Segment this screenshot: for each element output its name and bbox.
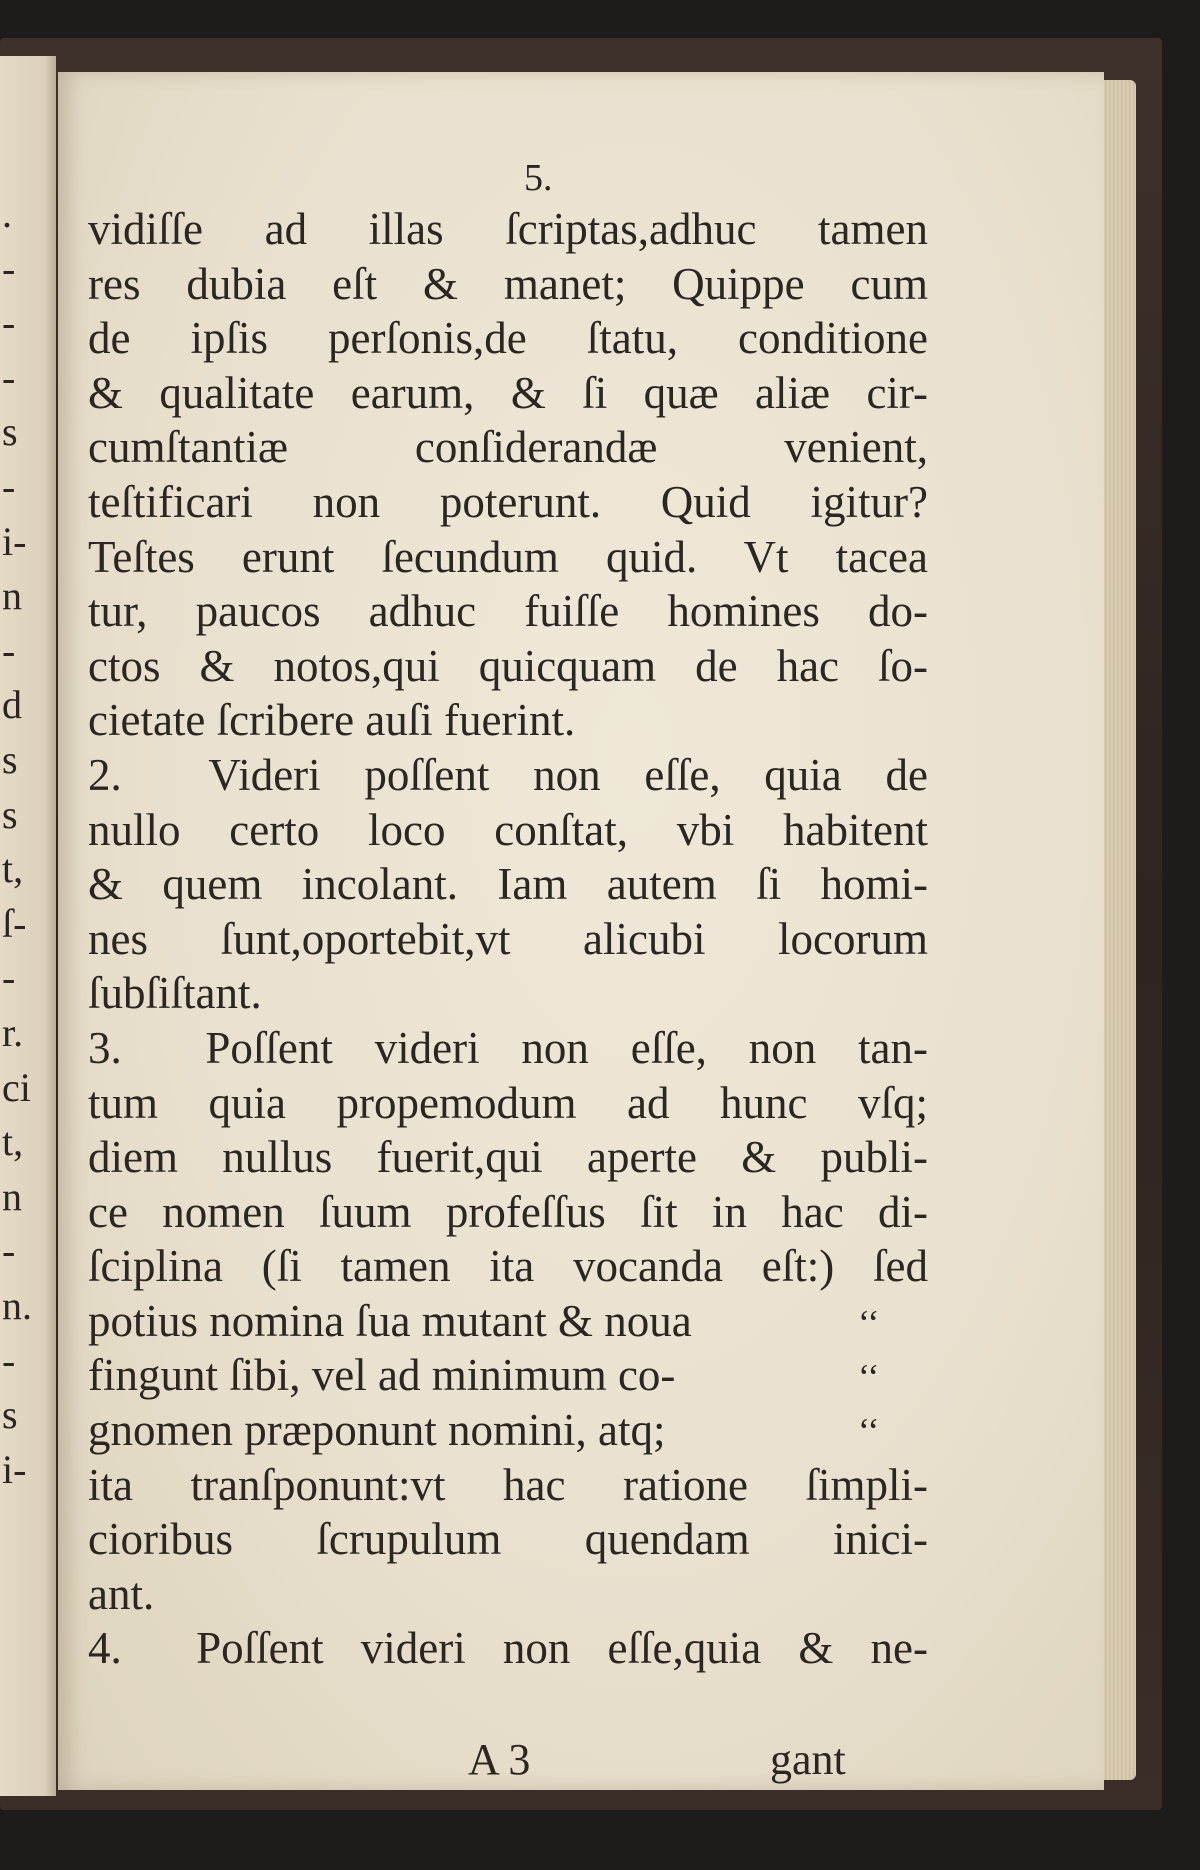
page-number: 5. <box>524 157 553 199</box>
left-page-fragment: . <box>2 191 12 236</box>
text-line: tur, paucos adhuc fuiſſe homines do- <box>88 586 928 637</box>
text-line: cioribus ſcrupulum quendam inici- <box>88 1514 928 1565</box>
text-line: gnomen præponunt nomini, atq; <box>88 1405 666 1456</box>
left-page-fragment: - <box>2 1337 16 1383</box>
text-line: & qualitate earum, & ſi quæ aliæ cir- <box>88 367 928 418</box>
text-line: nullo certo loco conſtat, vbi habitent <box>88 804 928 855</box>
left-page-fragment: s <box>2 409 18 455</box>
text-line: ſciplina (ſi tamen ita vocanda eſt:) ſed <box>88 1241 928 1292</box>
text-line: cumſtantiæ conſiderandæ venient, <box>88 422 928 473</box>
left-page-fragment: i- <box>2 518 27 564</box>
text-line: Teſtes erunt ſecundum quid. Vt tacea <box>88 531 928 582</box>
text-line: tum quia propemodum ad hunc vſq; <box>88 1077 928 1128</box>
left-page-fragment: s <box>2 737 18 782</box>
text-line: fingunt ſibi, vel ad minimum co- <box>88 1350 676 1401</box>
left-page-fragment: t, <box>2 846 24 892</box>
text-line: & quem incolant. Iam autem ſi homi- <box>88 859 928 910</box>
text-line: ce nomen ſuum profeſſus ſit in hac di- <box>88 1186 928 1237</box>
text-line: potius nomina ſua mutant & noua <box>88 1295 692 1346</box>
left-page-fragment: r. <box>2 1010 24 1055</box>
left-page-fragment: d <box>2 682 22 728</box>
catchword: gant <box>770 1735 846 1784</box>
left-page-fragment: ci <box>2 1064 31 1110</box>
left-page-fragment: n <box>2 573 22 619</box>
marginal-quote-mark: ‘‘ <box>858 1357 880 1397</box>
text-line: ſubſiſtant. <box>88 968 262 1019</box>
left-facing-page <box>0 56 56 1796</box>
text-line: diem nullus fuerit,qui aperte & publi- <box>88 1132 928 1183</box>
left-page-fragment: - <box>2 245 16 291</box>
text-line: teſtificari non poterunt. Quid igitur? <box>88 476 928 527</box>
left-page-fragment: - <box>2 300 16 346</box>
signature-mark: A 3 <box>468 1735 531 1784</box>
text-line: ant. <box>88 1568 155 1619</box>
left-page-fragment: i- <box>2 1446 27 1492</box>
text-line: de ipſis perſonis,de ſtatu, conditione <box>88 313 928 364</box>
text-line: ita tranſponunt:vt hac ratione ſimpli- <box>88 1459 928 1510</box>
marginal-quote-mark: ‘‘ <box>858 1303 880 1343</box>
left-page-fragment: - <box>2 1228 16 1274</box>
left-page-fragment: ſ- <box>2 900 27 946</box>
text-line: res dubia eſt & manet; Quippe cum <box>88 258 928 309</box>
book-page <box>58 72 1104 1790</box>
left-page-fragment: - <box>2 627 16 673</box>
marginal-quote-mark: ‘‘ <box>858 1411 880 1451</box>
left-page-fragment: s <box>2 1392 18 1438</box>
text-line: ctos & notos,qui quicquam de hac ſo- <box>88 640 928 691</box>
text-line: 2. Videri poſſent non eſſe, quia de <box>88 749 928 800</box>
page-edges <box>1100 80 1136 1780</box>
left-page-fragment: - <box>2 955 16 1001</box>
left-page-fragment: - <box>2 464 16 509</box>
text-line: 3. Poſſent videri non eſſe, non tan- <box>88 1022 928 1073</box>
text-line: cietate ſcribere auſi fuerint. <box>88 695 576 746</box>
left-page-fragment: n <box>2 1173 22 1219</box>
page-text <box>88 202 928 1676</box>
text-line: nes ſunt,oportebit,vt alicubi locorum <box>88 913 928 964</box>
left-page-fragment: n. <box>2 1283 32 1328</box>
left-page-fragment: t, <box>2 1119 24 1165</box>
text-line: vidiſſe ad illas ſcriptas,adhuc tamen <box>88 204 928 254</box>
left-page-fragment: - <box>2 354 16 400</box>
left-page-fragment: s <box>2 791 18 837</box>
text-line: 4. Poſſent videri non eſſe,quia & ne- <box>88 1623 928 1674</box>
